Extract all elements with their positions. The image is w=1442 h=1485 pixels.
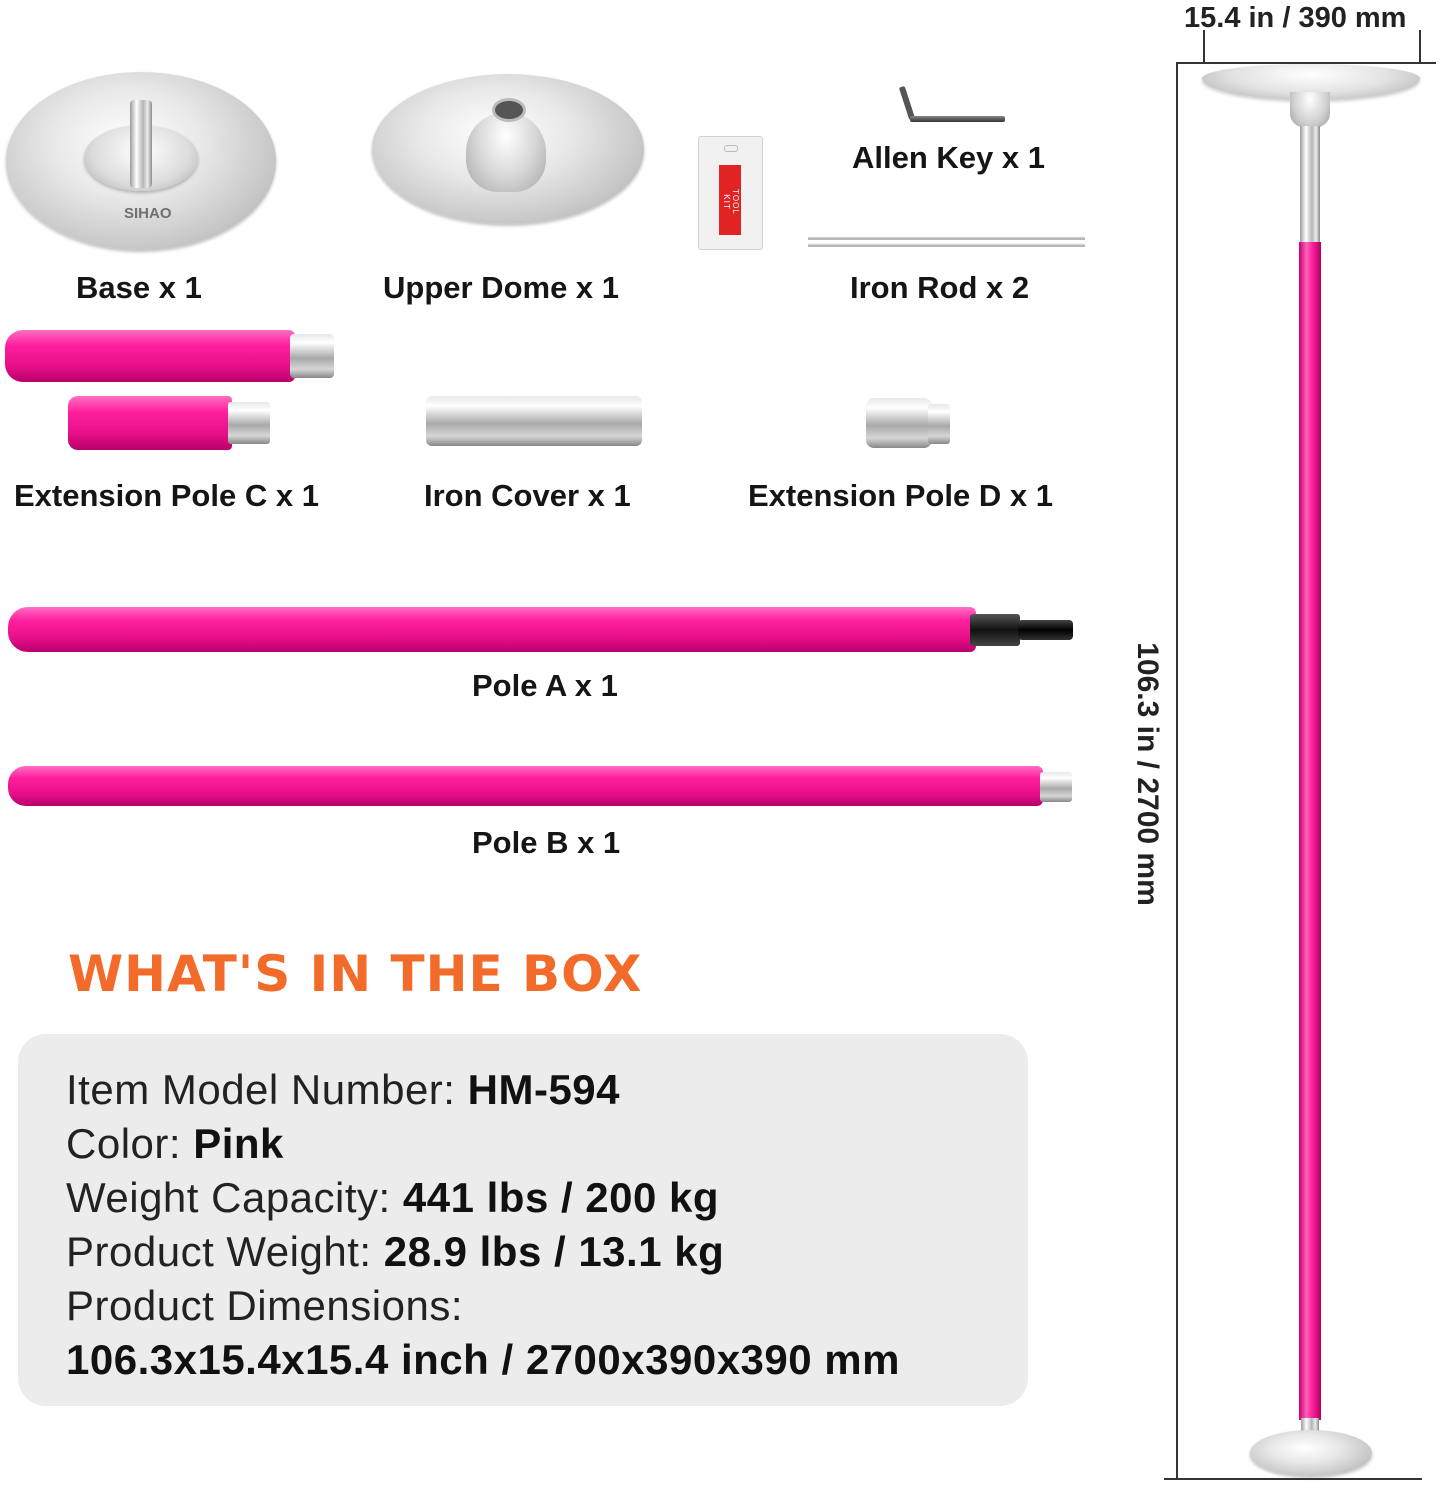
spec-model-value: HM-594 (467, 1066, 621, 1113)
spec-model-label: Item Model Number: (66, 1066, 468, 1113)
brand-logo: SIHAO (124, 205, 172, 222)
section-heading: WHAT'S IN THE BOX (68, 945, 643, 1003)
width-dimension-line (1176, 62, 1436, 64)
pole-b-label: Pole B x 1 (472, 825, 621, 860)
spec-weight-label: Product Weight: (66, 1228, 384, 1275)
allen-key-label: Allen Key x 1 (852, 140, 1045, 175)
iron-cover-label: Iron Cover x 1 (424, 478, 631, 513)
extension-pole-d-label: Extension Pole D x 1 (748, 478, 1053, 513)
iron-rod-label: Iron Rod x 2 (850, 270, 1030, 305)
spec-color-label: Color: (66, 1120, 194, 1167)
spec-dimensions-value (66, 1336, 900, 1384)
width-dimension-tick-right (1419, 30, 1421, 62)
upper-dome-label: Upper Dome x 1 (383, 270, 620, 305)
spec-dimensions-value-text: 106.3x15.4x15.4 inch / 2700x390x390 mm (66, 1336, 900, 1383)
iron-cover-image (426, 396, 642, 446)
tool-kit-text: TOOL KIT (722, 189, 740, 215)
specs-panel (18, 1034, 1028, 1406)
height-dimension-label: 106.3 in / 2700 mm (1131, 642, 1164, 906)
tool-kit-image (698, 136, 763, 250)
pole-a-label: Pole A x 1 (472, 668, 618, 703)
spec-weight (66, 1228, 724, 1276)
base-label: Base x 1 (76, 270, 202, 305)
extension-pole-c-label: Extension Pole C x 1 (14, 478, 319, 513)
spec-color-value: Pink (193, 1120, 284, 1167)
height-dimension-bottom (1164, 1478, 1422, 1480)
spec-weight-value: 28.9 lbs / 13.1 kg (383, 1228, 725, 1275)
spec-dimensions-label: Product Dimensions: (66, 1282, 463, 1329)
spec-model (66, 1066, 620, 1114)
spec-capacity (66, 1174, 719, 1222)
spec-capacity-label: Weight Capacity: (66, 1174, 403, 1221)
height-dimension-line (1176, 62, 1178, 1480)
spec-color (66, 1120, 284, 1168)
spec-capacity-value: 441 lbs / 200 kg (402, 1174, 720, 1221)
width-dimension-label: 15.4 in / 390 mm (1184, 2, 1407, 34)
